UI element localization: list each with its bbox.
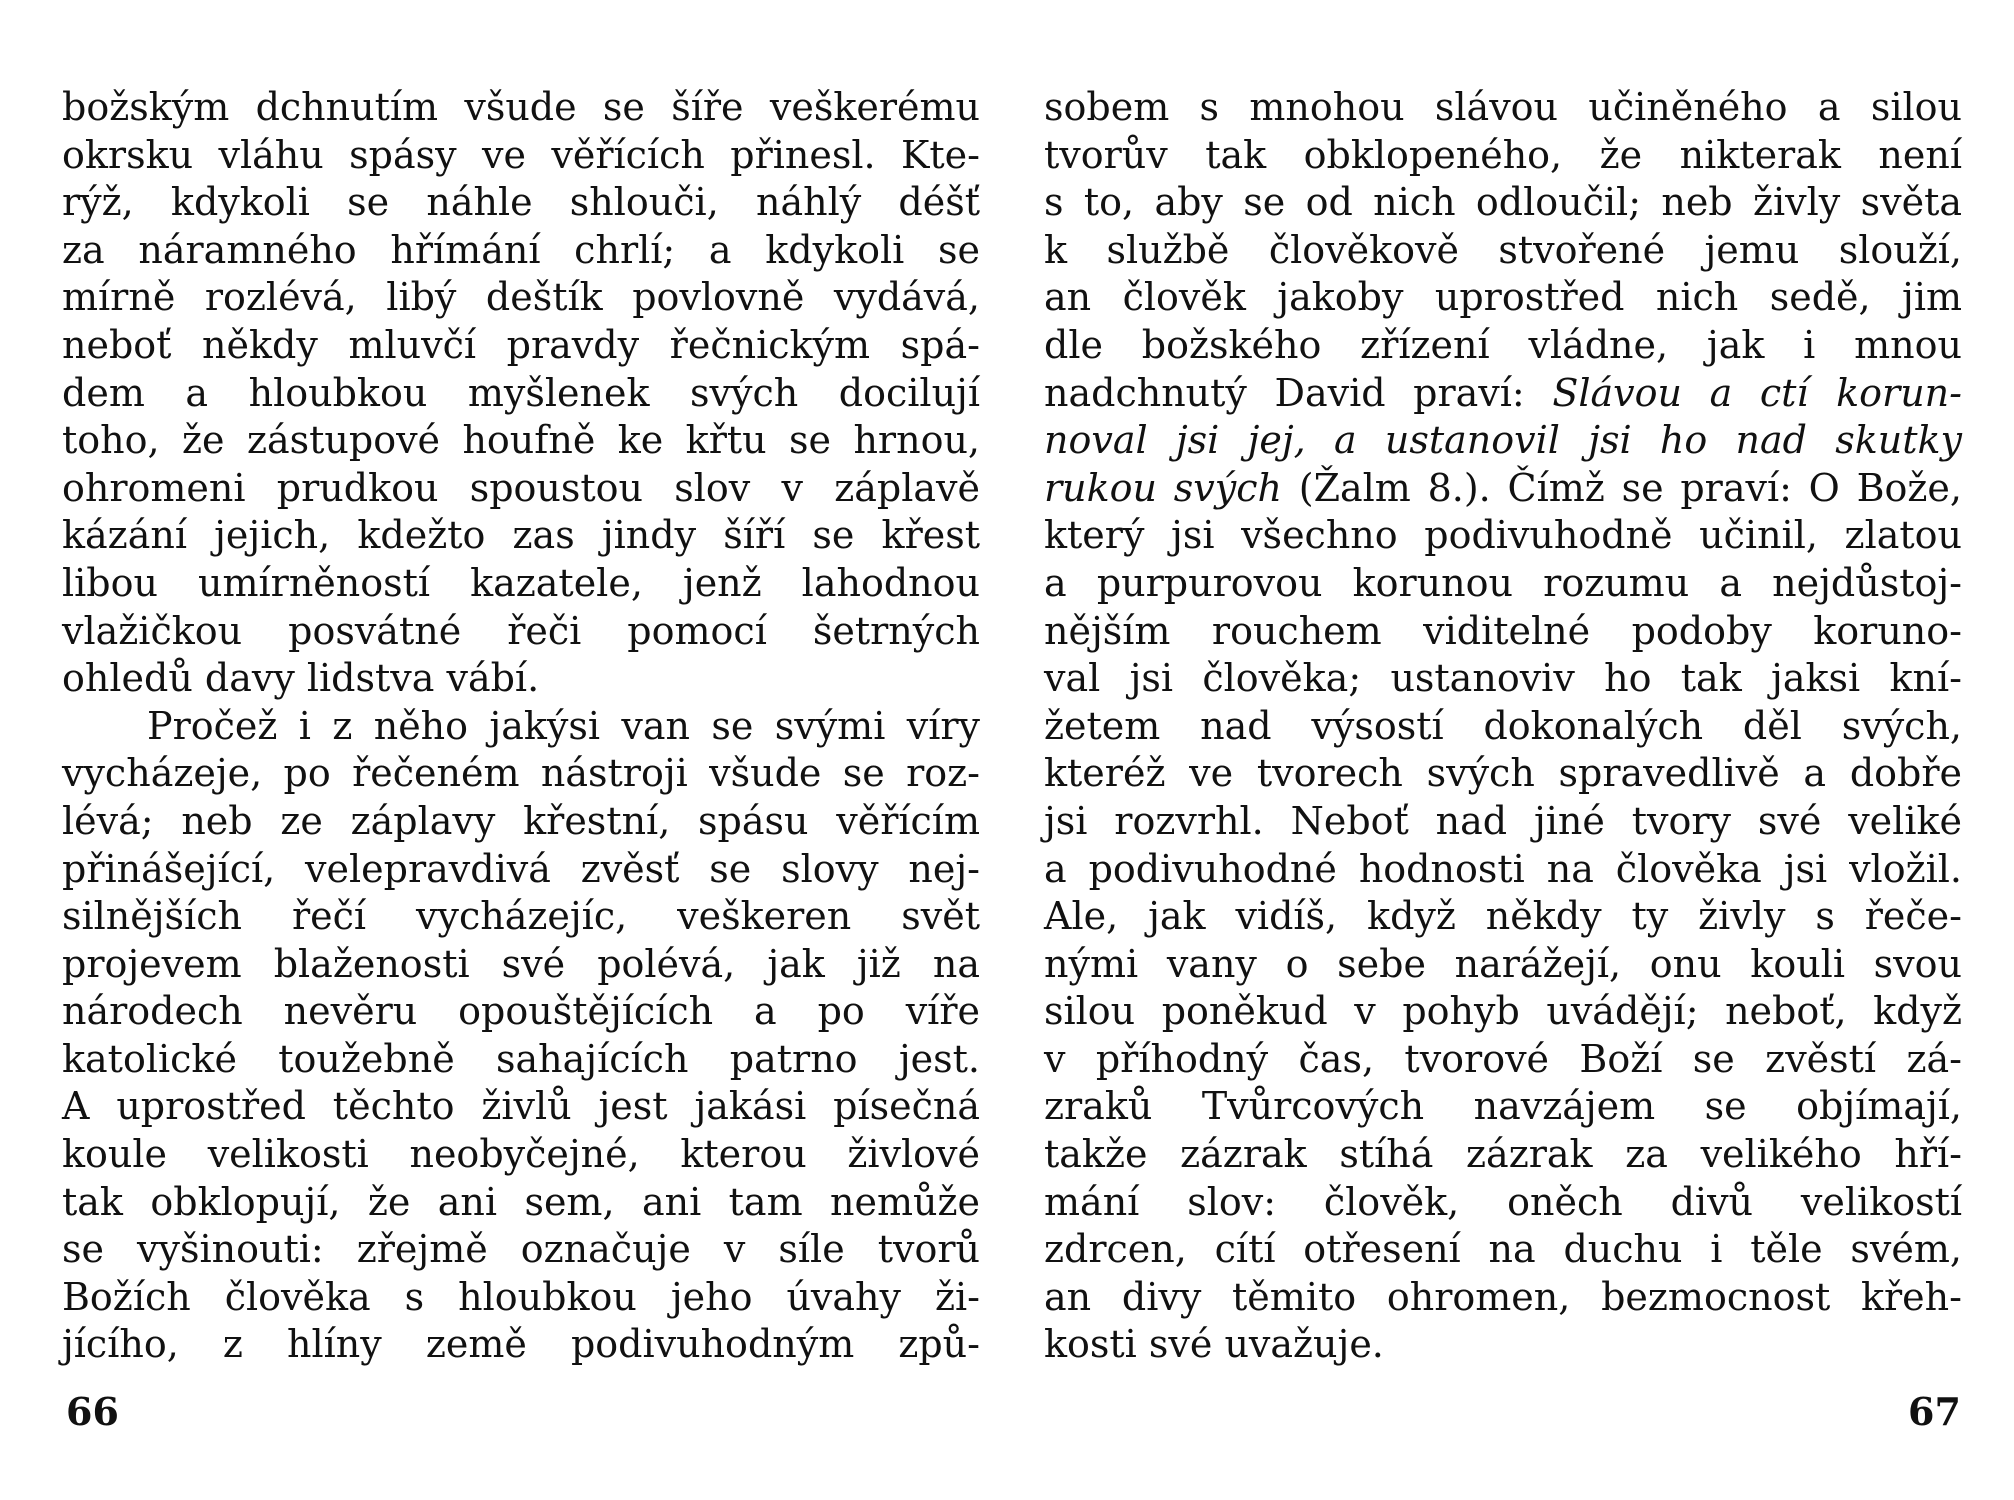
text-line: kteréž ve tvorech svých spravedlivě a dobře — [1044, 751, 1962, 796]
page-number-left: 66 — [66, 1389, 119, 1434]
text-line: v příhodný čas, tvorové Boží se zvěstí zá- — [1044, 1036, 1962, 1081]
text-line: se vyšinouti: zřejmě označuje v síle tvorů — [62, 1227, 980, 1272]
left-page-text — [62, 84, 980, 1369]
text-line: za náramného hřímání chrlí; a kdykoli se — [62, 227, 980, 272]
text-line: žetem nad výsostí dokonalých děl svých, — [1044, 703, 1962, 748]
text-line: takže zázrak stíhá zázrak za velikého hří- — [1044, 1132, 1962, 1177]
paragraph-end-line: ohledů davy lidstva vábí. — [62, 656, 540, 701]
right-page-text — [1044, 84, 1962, 1369]
text-line: silou poněkud v pohyb uvádějí; neboť, když — [1044, 989, 1962, 1034]
text-line: vycházeje, po řečeném nástroji všude se roz- — [62, 751, 980, 796]
text-line: dem a hloubkou myšlenek svých docilují — [62, 370, 980, 415]
text-line: jícího, z hlíny země podivuhodným způ- — [62, 1322, 980, 1367]
text-line: lévá; neb ze záplavy křestní, spásu věřícím — [62, 798, 980, 843]
paragraph-end-line: kosti své uvažuje. — [1044, 1322, 1384, 1367]
text-line: Božích člověka s hloubkou jeho úvahy ži- — [62, 1274, 980, 1319]
quote-text: rukou svých — [1044, 465, 1282, 510]
text-line: silnějších řečí vycházejíc, veškeren svět — [62, 894, 980, 939]
text-line: ohromeni prudkou spoustou slov v záplavě — [62, 465, 980, 510]
paragraph-start-line: Pročež i z něho jakýsi van se svými víry — [147, 703, 980, 748]
text-line: zraků Tvůrcových navzájem se objímají, — [1044, 1084, 1962, 1129]
text-line: an člověk jakoby uprostřed nich sedě, jim — [1044, 275, 1962, 320]
text-line: mírně rozlévá, libý deštík povlovně vydává, — [62, 275, 980, 320]
text-line: neboť někdy mluvčí pravdy řečnickým spá- — [62, 322, 980, 367]
text-line: jsi rozvrhl. Neboť nad jiné tvory své veliké — [1044, 798, 1962, 843]
text-line: s to, aby se od nich odloučil; neb živly světa — [1044, 180, 1962, 225]
text-line: projevem blaženosti své polévá, jak již na — [62, 941, 980, 986]
text-line: nějším rouchem viditelné podoby koruno- — [1044, 608, 1962, 653]
text-line: tvorův tak obklopeného, že nikterak není — [1044, 132, 1962, 177]
text-line: libou umírněností kazatele, jenž lahodnou — [62, 560, 980, 605]
text-line: koule velikosti neobyčejné, kterou živlové — [62, 1132, 980, 1177]
text-line: mání slov: člověk, oněch divů velikostí — [1044, 1179, 1962, 1224]
text-line: an divy těmito ohromen, bezmocnost křeh- — [1044, 1274, 1962, 1319]
text-line: k službě člověkově stvořené jemu slouží, — [1044, 227, 1962, 272]
text-line: katolické toužebně sahajících patrno jest. — [62, 1036, 980, 1081]
text-line: a podivuhodné hodnosti na člověka jsi vložil. — [1044, 846, 1962, 891]
text-line: a purpurovou korunou rozumu a nejdůstoj- — [1044, 560, 1962, 605]
text-line: rýž, kdykoli se náhle shlouči, náhlý déšť — [62, 180, 980, 225]
text-line: val jsi člověka; ustanoviv ho tak jaksi kní- — [1044, 656, 1962, 701]
text-line: Ale, jak vidíš, když někdy ty živly s řeče- — [1044, 894, 1962, 939]
text-line: A uprostřed těchto živlů jest jakási písečná — [62, 1084, 980, 1129]
text-line: nými vany o sebe narážejí, onu kouli svou — [1044, 941, 1962, 986]
text-line: dle božského zřízení vládne, jak i mnou — [1044, 322, 1962, 367]
text-line: sobem s mnohou slávou učiněného a silou — [1044, 85, 1962, 129]
quote-end-line: rukou svých (Žalm 8.). Čímž se praví: O Bože, — [1044, 465, 1962, 510]
text-line: toho, že zástupové houfně ke křtu se hrnou, — [62, 418, 980, 463]
quote-text: Slávou a ctí korun- — [1552, 370, 1962, 415]
text-line: přinášející, velepravdivá zvěsť se slovy nej- — [62, 846, 980, 891]
text-line: vlažičkou posvátné řeči pomocí šetrných — [62, 608, 980, 653]
quote-line: noval jsi jej, a ustanovil jsi ho nad skutky — [1044, 418, 1962, 463]
text-line: který jsi všechno podivuhodně učinil, zlatou — [1044, 513, 1962, 558]
text-line: okrsku vláhu spásy ve věřících přinesl. Kte- — [62, 132, 980, 177]
text-line: národech nevěru opouštějících a po víře — [62, 989, 980, 1034]
text-line: tak obklopují, že ani sem, ani tam nemůže — [62, 1179, 980, 1224]
text-line: zdrcen, cítí otřesení na duchu i těle svém, — [1044, 1227, 1962, 1272]
text-line: božským dchnutím všude se šíře veškerému — [62, 85, 980, 129]
page-number-right: 67 — [1908, 1389, 1961, 1434]
text-line: kázání jejich, kdežto zas jindy šíří se křest — [62, 513, 980, 558]
quote-start-line: nadchnutý David praví: Slávou a ctí korun- — [1044, 370, 1962, 415]
